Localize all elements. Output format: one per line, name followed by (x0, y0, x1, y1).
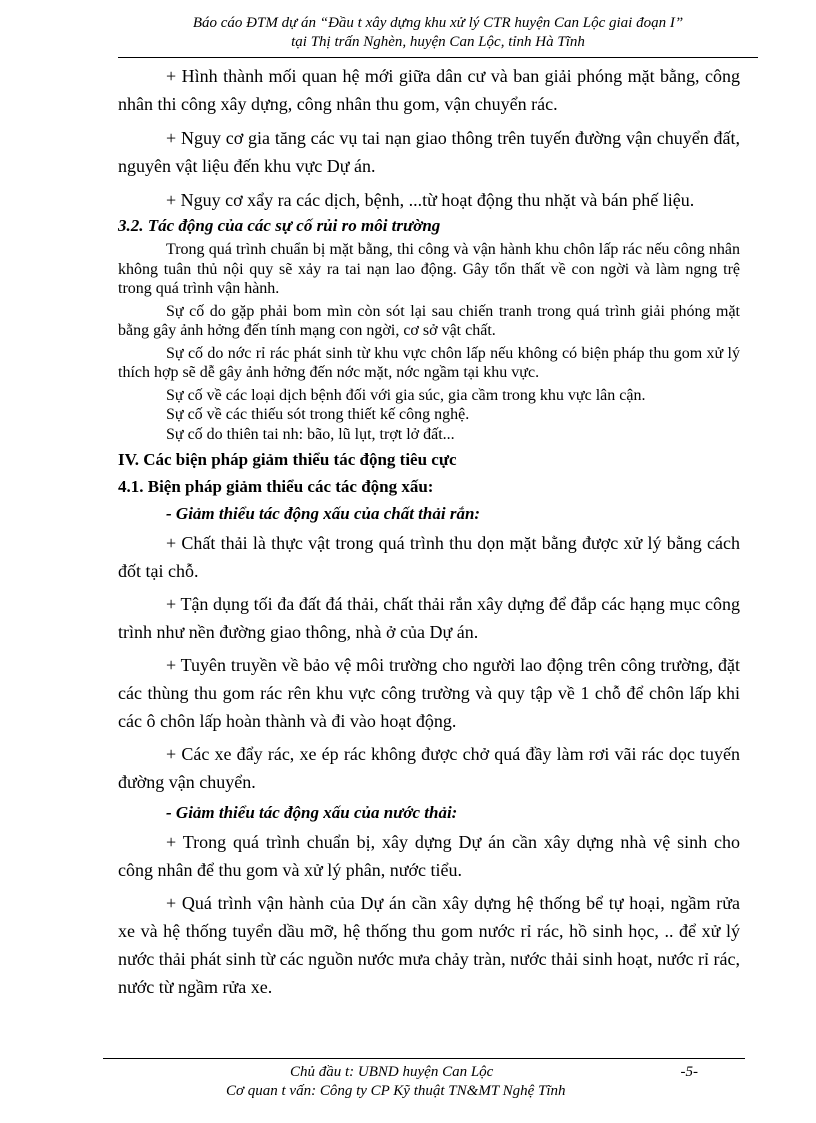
paragraph: + Nguy cơ xẩy ra các dịch, bệnh, ...từ hoạt động thu nhặt và bán phế liệu. (166, 190, 695, 210)
paragraph: + Hình thành mối quan hệ mới giữa dân cư và ban giải phóng mặt bằng, công nhân thi công xây dựng, công nhân thu gom, vận chuyển rác. (118, 66, 740, 114)
paragraph: Trong quá trình chuẩn bị mặt bằng, thi công và vận hành khu chôn lấp rác nếu công nhân không tuân thủ nội quy sẽ xảy ra tai nạn lao động. Gây tổn thất về con ngời và làm ngng trệ trong quá trình vận hành. (118, 241, 740, 297)
paragraph: + Quá trình vận hành của Dự án cần xây dựng hệ thống bể tự hoại, ngầm rửa xe và hệ thống tuyển dầu mỡ, hệ thống thu gom nước rỉ rác, hồ sinh học, .. để xử lý nước thải phát sinh từ các nguồn nước mưa chảy tràn, nước thải sinh hoạt, nước rỉ rác, nước từ ngầm rửa xe. (118, 893, 740, 997)
header-divider (118, 57, 758, 58)
paragraph: + Nguy cơ gia tăng các vụ tai nạn giao thông trên tuyến đường vận chuyển đất, nguyên vật liệu đến khu vực Dự án. (118, 128, 740, 176)
paragraph: Sự cố về các thiếu sót trong thiết kế công nghệ. (166, 406, 470, 423)
subheading-solid-waste: - Giảm thiểu tác động xấu của chất thải rắn: (166, 504, 481, 523)
section-heading-3-2: 3.2. Tác động của các sự cố rủi ro môi trường (118, 216, 441, 235)
paragraph: Sự cố do nớc rỉ rác phát sinh từ khu vực chôn lấp nếu không có biện pháp thu gom xử lý thích hợp sẽ dễ gây ảnh hởng đến nớc mặt, nớc ngầm tại khu vực. (118, 344, 740, 381)
paragraph: + Chất thải là thực vật trong quá trình thu dọn mặt bằng được xử lý bằng cách đốt tại chỗ. (118, 533, 740, 581)
header-line-1: Báo cáo ĐTM dự án “Đầu t xây dựng khu xử lý CTR huyện Can Lộc giai đoạn I” (192, 15, 684, 31)
section-heading-iv: IV. Các biện pháp giảm thiểu tác động tiêu cực (118, 450, 457, 469)
section-heading-4-1: 4.1. Biện pháp giảm thiểu các tác động xấu: (118, 477, 434, 496)
document-body (118, 62, 740, 1001)
paragraph: + Trong quá trình chuẩn bị, xây dựng Dự án cần xây dựng nhà vệ sinh cho công nhân để thu gom và xử lý phân, nước tiểu. (118, 832, 740, 880)
paragraph: Sự cố do gặp phải bom mìn còn sót lại sau chiến tranh trong quá trình giải phóng mặt bằng gây ảnh hởng đến tính mạng con ngời, cơ sở vật chất. (118, 302, 740, 339)
footer-divider (103, 1058, 745, 1059)
footer-consultant: Cơ quan t vấn: Công ty CP Kỹ thuật TN&MT Nghệ Tĩnh (226, 1083, 566, 1099)
page-number: -5- (680, 1064, 698, 1080)
header-line-2: tại Thị trấn Nghèn, huyện Can Lộc, tỉnh Hà Tĩnh (291, 34, 585, 50)
footer-investor: Chủ đầu t: UBND huyện Can Lộc (290, 1064, 494, 1080)
paragraph: Sự cố về các loại dịch bệnh đối với gia súc, gia cầm trong khu vực lân cận. (166, 386, 646, 404)
paragraph: + Các xe đẩy rác, xe ép rác không được chở quá đầy làm rơi vãi rác dọc tuyến đường vận chuyển. (118, 744, 740, 792)
paragraph: + Tận dụng tối đa đất đá thải, chất thải rắn xây dựng để đắp các hạng mục công trình như nền đường giao thông, nhà ở của Dự án. (118, 594, 740, 642)
page-footer (118, 1063, 740, 1101)
subheading-wastewater: - Giảm thiểu tác động xấu của nước thải: (166, 803, 458, 822)
paragraph: + Tuyên truyền về bảo vệ môi trường cho người lao động trên công trường, đặt các thùng thu gom rác rên khu vực công trường và quy tập về 1 chỗ để chôn lấp khi các ô chôn lấp hoàn thành và đi vào hoạt động. (118, 655, 740, 731)
page-header (118, 14, 758, 52)
paragraph: Sự cố do thiên tai nh: bão, lũ lụt, trợt lở đất... (166, 425, 455, 443)
